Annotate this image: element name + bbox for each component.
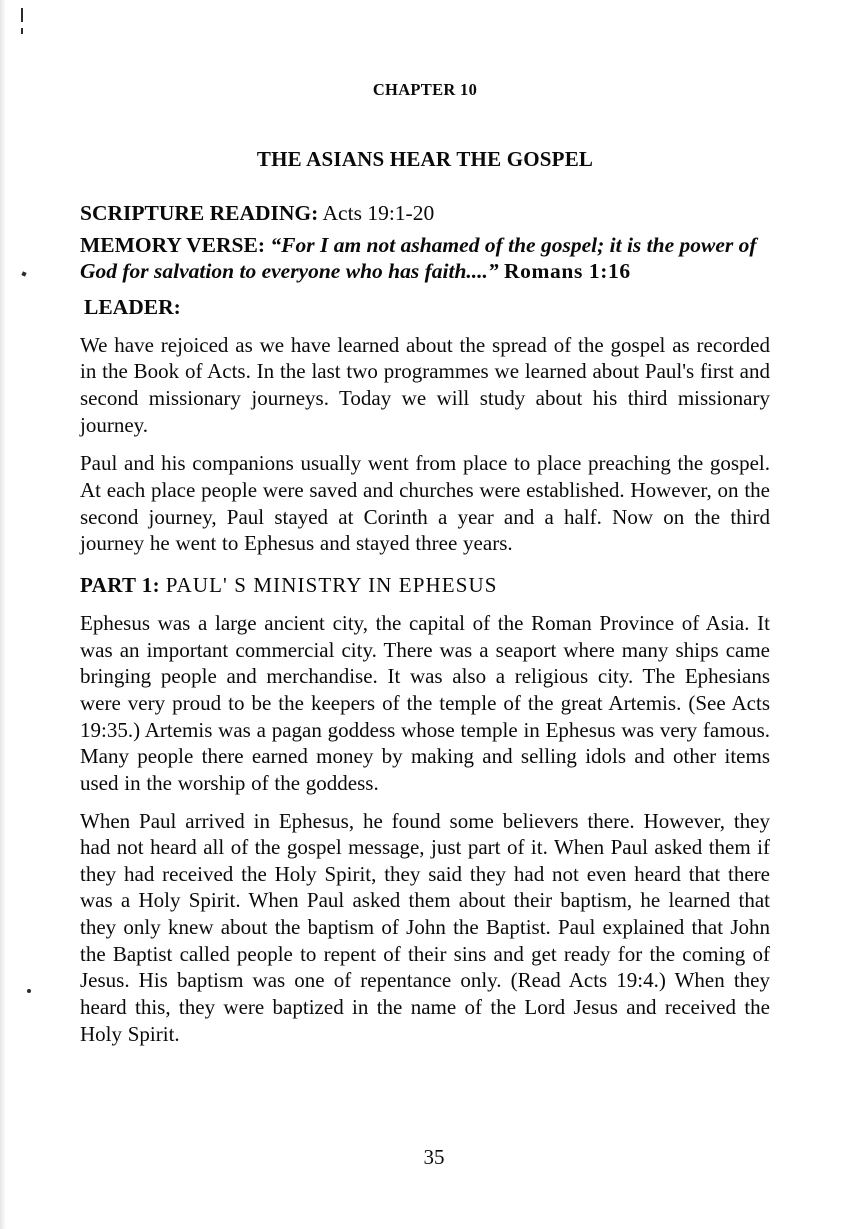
memory-verse-line (80, 232, 770, 284)
page-edge-shadow (0, 0, 6, 1229)
leader-label: LEADER: (84, 294, 181, 319)
memory-verse-quote: “For I am not ashamed of the gospel; it is the power of God for salvation to everyone who has faith....” (80, 233, 757, 284)
memory-verse-label: MEMORY VERSE: (80, 233, 265, 258)
part-paragraph: When Paul arrived in Ephesus, he found some believers there. However, they had not heard all of the gospel message, just part of it. When Paul asked them if they had received the Holy Spirit, they said they had not even heard that there was a Holy Spirit. When Paul asked them about their baptism, he learned that they only knew about the baptism of John the Baptist. Paul explained that John the Baptist called people to repent of their sins and get ready for the coming of Jesus. His baptism was one of repentance only. (Read Acts 19:4.) When they heard this, they were baptized in the name of the Lord Jesus and received the Holy Spirit. (80, 808, 770, 1046)
part-title: PAUL' S MINISTRY IN EPHESUS (165, 572, 498, 597)
chapter-label: CHAPTER 10 (372, 80, 478, 99)
memory-verse-reference: Romans 1:16 (504, 259, 631, 284)
page-number: 35 (423, 1145, 445, 1169)
scripture-reading-label: SCRIPTURE READING: (80, 201, 319, 225)
page-content (80, 0, 770, 1047)
scan-artifact-mark (21, 28, 23, 34)
scan-artifact-mark (21, 8, 23, 22)
scan-artifact-mark (27, 989, 31, 993)
part-heading (80, 573, 770, 598)
scripture-reading-line (80, 200, 770, 226)
scan-artifact-mark (21, 271, 26, 276)
part-number: PART 1: (80, 572, 161, 597)
page-title: THE ASIANS HEAR THE GOSPEL (256, 147, 594, 171)
part-paragraph: Ephesus was a large ancient city, the capital of the Roman Province of Asia. It was an important commercial city. There was a seaport where many ships came bringing people and merchandise. It was also a religious city. The Ephesians were very proud to be the keepers of the temple of the great Artemis. (See Acts 19:35.) Artemis was a pagan goddess whose temple in Ephesus was very famous. Many people there earned money by making and selling idols and other items used in the worship of the goddess. (80, 610, 770, 795)
leader-paragraph: We have rejoiced as we have learned about the spread of the gospel as recorded in the Book of Acts. In the last two programmes we learned about Paul's first and second missionary journeys. Today we will study about his third missionary journey. (80, 332, 770, 437)
scripture-reading-value: Acts 19:1-20 (322, 201, 435, 225)
leader-paragraph: Paul and his companions usually went from place to place preaching the gospel. At each place people were saved and churches were established. However, on the second journey, Paul stayed at Corinth a year and a half. Now on the third journey he went to Ephesus and stayed three years. (80, 451, 770, 556)
